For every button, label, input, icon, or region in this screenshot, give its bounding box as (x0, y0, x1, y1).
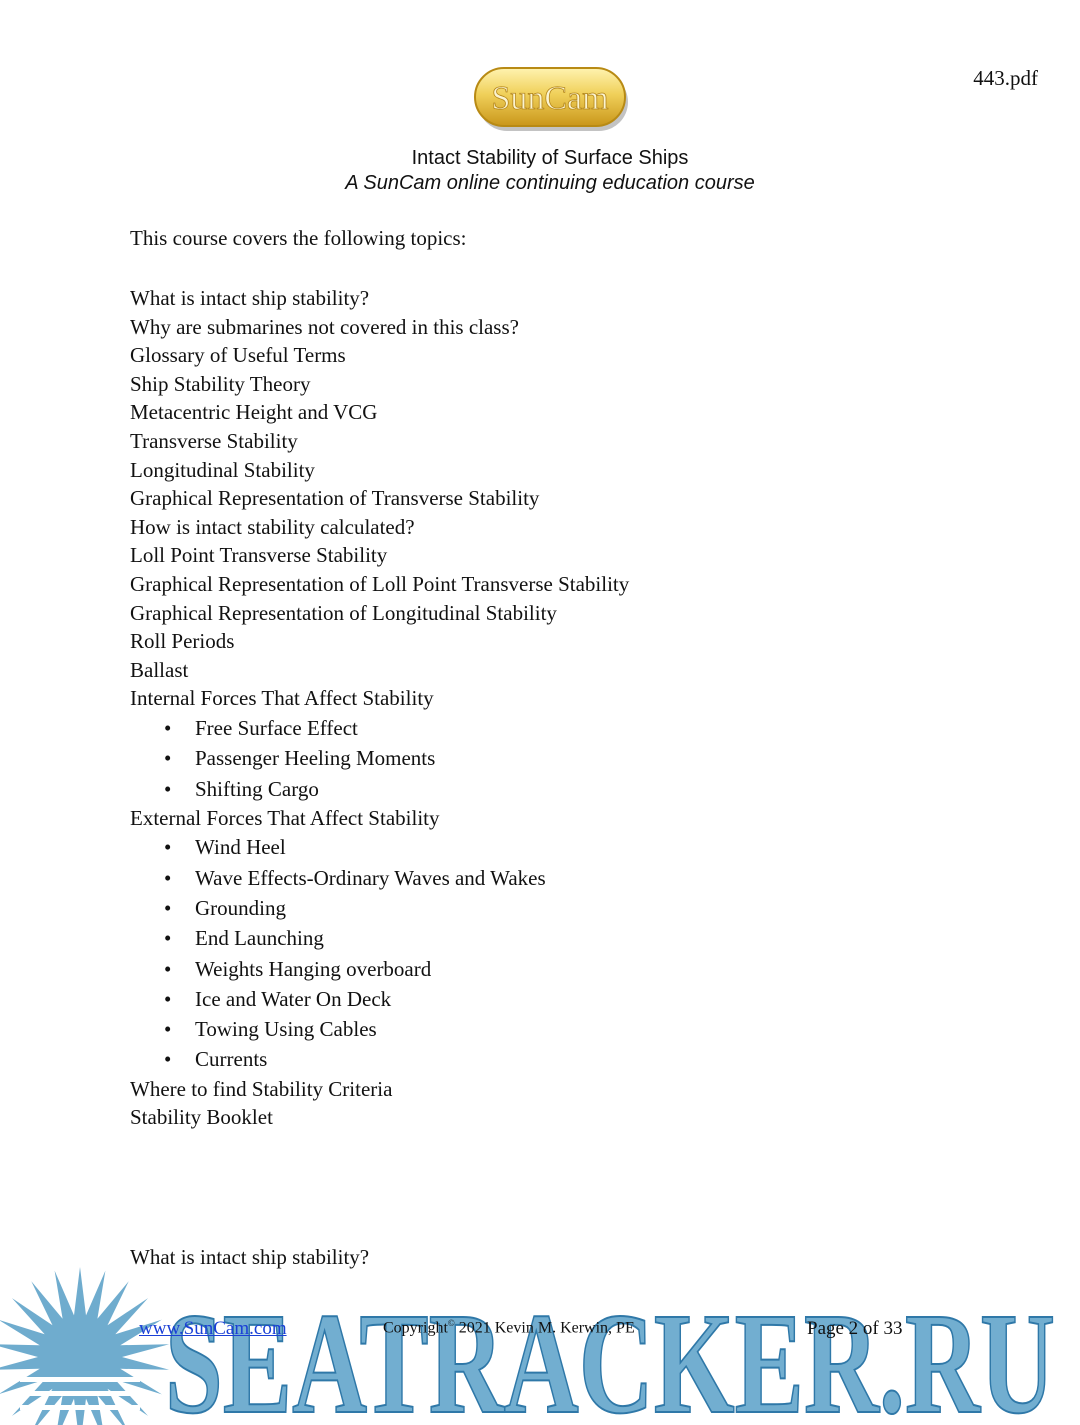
subtopic-list (130, 832, 629, 1074)
topic-list (130, 284, 629, 1132)
topic-label: Transverse Stability (130, 428, 298, 453)
topic-item (130, 1075, 629, 1104)
subtopic-item: • Ice and Water On Deck (130, 984, 629, 1014)
topic-label: Why are submarines not covered in this class? (130, 314, 519, 339)
topic-label: External Forces That Affect Stability (130, 805, 440, 830)
topic-item (130, 284, 629, 313)
topic-item (130, 656, 629, 685)
topic-label: Graphical Representation of Loll Point Transverse Stability (130, 571, 630, 596)
topic-item (130, 1103, 629, 1132)
topic-label: Ship Stability Theory (130, 371, 311, 396)
topic-item (130, 627, 629, 656)
subtopic-item: • Currents (130, 1044, 629, 1074)
suncam-logo (474, 67, 630, 133)
topic-label: Glossary of Useful Terms (130, 343, 346, 368)
topic-label: How is intact stability calculated? (130, 514, 415, 539)
topic-label: Roll Periods (130, 629, 235, 654)
subtopic-item: • Weights Hanging overboard (130, 954, 629, 984)
topic-label: Where to find Stability Criteria (130, 1076, 393, 1101)
topic-item (130, 804, 629, 1075)
copyright-prefix: Copyright (383, 1319, 448, 1337)
sun-rays (0, 1267, 169, 1425)
subtopic-item: • Towing Using Cables (130, 1014, 629, 1044)
copyright-notice (383, 1318, 635, 1337)
topic-label: Internal Forces That Affect Stability (130, 686, 434, 711)
topic-item (130, 341, 629, 370)
topic-label: Loll Point Transverse Stability (130, 543, 388, 568)
topic-item (130, 570, 629, 599)
subtopic-item: • Wind Heel (130, 832, 629, 862)
document-id: 443.pdf (973, 66, 1038, 90)
topic-label: Graphical Representation of Longitudinal Stability (130, 600, 557, 625)
topic-item (130, 398, 629, 427)
course-subtitle: A SunCam online continuing education course (345, 172, 755, 194)
topic-item (130, 541, 629, 570)
copyright-rest: 2021 Kevin M. Kerwin, PE (454, 1319, 635, 1337)
topic-item (130, 513, 629, 542)
section-heading: What is intact ship stability? (130, 1245, 370, 1269)
sun-stripe (20, 1377, 140, 1382)
topic-item (130, 427, 629, 456)
page-number: Page 2 of 33 (807, 1318, 903, 1339)
topic-item (130, 484, 629, 513)
topic-label: Ballast (130, 657, 189, 682)
sun-stripe (20, 1391, 140, 1396)
topic-item (130, 313, 629, 342)
topic-label: Stability Booklet (130, 1105, 273, 1130)
seatracker-watermark (0, 1262, 1080, 1425)
topic-label: Graphical Representation of Transverse Stability (130, 486, 540, 511)
subtopic-item: • Grounding (130, 893, 629, 923)
copyright-symbol: © (447, 1318, 455, 1328)
topic-item (130, 599, 629, 628)
topic-label: Metacentric Height and VCG (130, 400, 378, 425)
subtopic-item: • Wave Effects-Ordinary Waves and Wakes (130, 863, 629, 893)
suncam-link[interactable]: www.SunCam.com (139, 1318, 287, 1339)
subtopic-item: • Passenger Heeling Moments (130, 743, 629, 773)
subtopic-item: • End Launching (130, 923, 629, 953)
topic-label: Longitudinal Stability (130, 457, 315, 482)
logo-text: SunCam (491, 80, 609, 117)
subtopic-item: • Free Surface Effect (130, 713, 629, 743)
watermark-text: SEATRACKER.RU (165, 1284, 1055, 1425)
course-title: Intact Stability of Surface Ships (411, 147, 689, 169)
intro-text: This course covers the following topics: (130, 226, 467, 250)
topic-item (130, 684, 629, 803)
subtopic-list (130, 713, 629, 804)
topic-item (130, 370, 629, 399)
sun-icon (0, 1267, 169, 1425)
topic-label: What is intact ship stability? (130, 286, 370, 310)
subtopic-item: • Shifting Cargo (130, 774, 629, 804)
sun-stripe (20, 1405, 140, 1410)
topic-item (130, 456, 629, 485)
